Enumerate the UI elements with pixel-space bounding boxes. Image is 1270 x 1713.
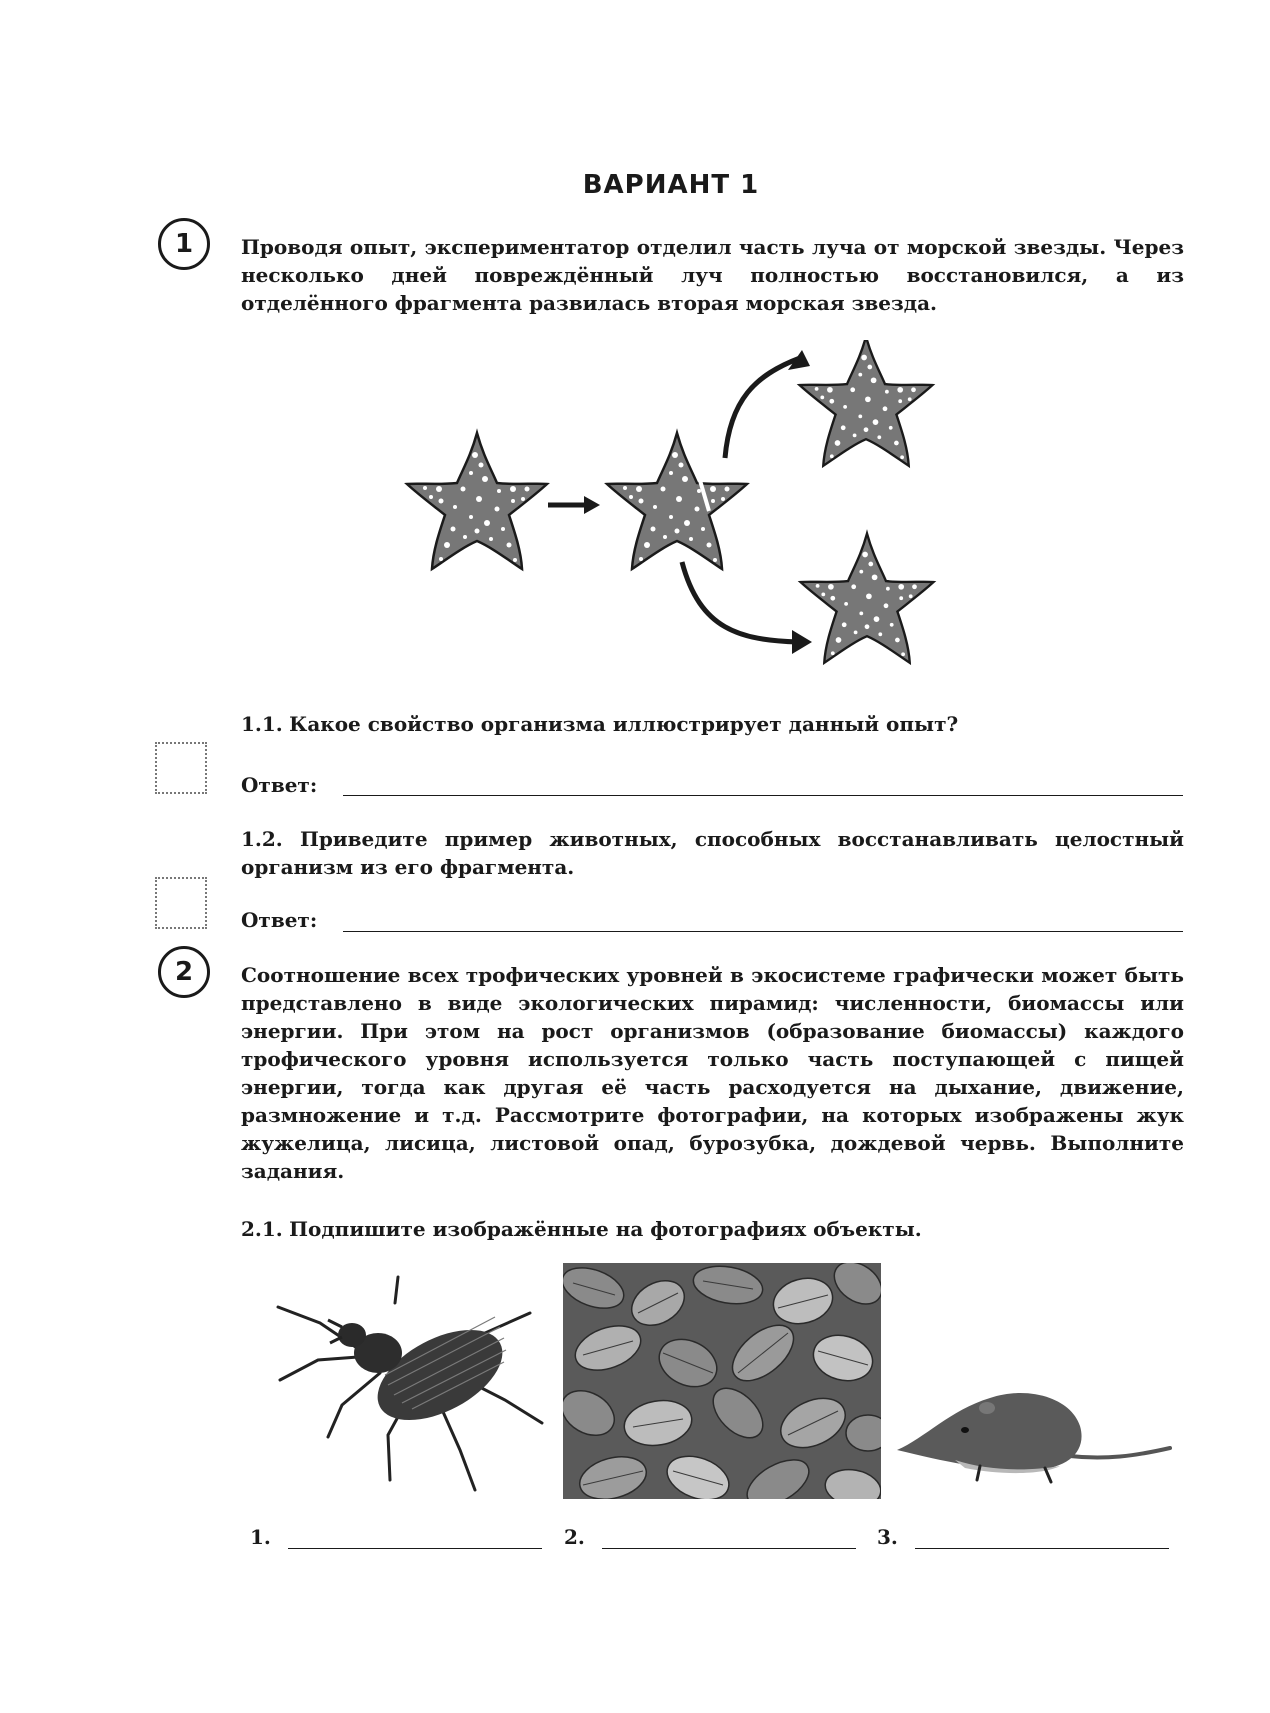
- photo-label-2: 2.: [564, 1525, 585, 1549]
- question-1-1: [241, 712, 1184, 736]
- task-2-text: Соотношение всех трофических уровней в экосистеме графически может быть представлено в виде экологических пирамид: численности, биомассы или энергии. При этом на рост организмов (образование биомассы) каждого трофического уровня используется только часть поступающей с пищей энергии, тогда как другая её часть расходуется на дыхание, движение, размножение и т.д. Рассмотрите фотографии, на которых изображены жук жужелица, лисица, листовой опад, бурозубка, дождевой червь. Выполните задания.: [241, 963, 1184, 1183]
- question-2-1-text: Подпишите изображённые на фотографиях объекты.: [289, 1217, 922, 1241]
- starfish-icon: [801, 534, 934, 663]
- question-1-2-text: Приведите пример животных, способных восстанавливать целостный организм из его фрагмента.: [241, 827, 1184, 879]
- question-1-1-number: 1.1.: [241, 712, 283, 736]
- answer-label-1-1: Ответ:: [241, 773, 318, 797]
- shrew-icon: [895, 1368, 1175, 1486]
- starfish-regeneration-diagram: [400, 340, 960, 680]
- page-title: ВАРИАНТ 1: [582, 170, 760, 200]
- task-1-text: Проводя опыт, экспериментатор отделил часть луча от морской звезды. Через несколько дней повреждённый луч полностью восстановился, а из отделённого фрагмента развилась вторая морская звезда.: [241, 235, 1184, 315]
- score-box-1-1[interactable]: [155, 742, 207, 794]
- starfish-icon: [407, 433, 547, 569]
- photo-label-3: 3.: [877, 1525, 898, 1549]
- task-number-2-label: 2: [174, 957, 194, 987]
- question-2-1-number: 2.1.: [241, 1217, 283, 1241]
- task-number-1: [158, 218, 210, 270]
- arrow-icon: [548, 496, 600, 514]
- photo-answer-line-3[interactable]: [915, 1548, 1169, 1549]
- arrow-icon: [725, 350, 810, 458]
- arrow-icon: [682, 562, 812, 654]
- score-box-1-2[interactable]: [155, 877, 207, 929]
- photo-answer-line-2[interactable]: [602, 1548, 856, 1549]
- question-1-2: [241, 825, 1184, 881]
- question-1-2-number: 1.2.: [241, 827, 283, 851]
- answer-line-1-1[interactable]: [343, 795, 1183, 796]
- leaf-litter-icon: [563, 1263, 881, 1499]
- answer-label-1-2: Ответ:: [241, 908, 318, 932]
- task-number-2: [158, 946, 210, 998]
- starfish-icon: [800, 340, 933, 466]
- photo-answer-line-1[interactable]: [288, 1548, 542, 1549]
- question-1-1-text: Какое свойство организма иллюстрирует данный опыт?: [289, 712, 959, 736]
- photo-label-1: 1.: [250, 1525, 271, 1549]
- task-number-1-label: 1: [174, 229, 194, 259]
- answer-line-1-2[interactable]: [343, 931, 1183, 932]
- question-2-1: [241, 1217, 1184, 1241]
- beetle-icon: [270, 1275, 545, 1495]
